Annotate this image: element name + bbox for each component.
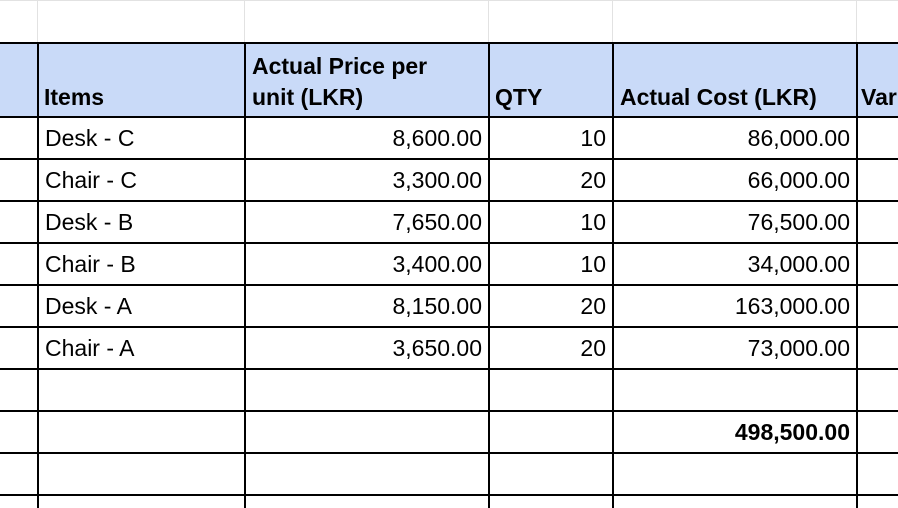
border-line — [37, 42, 39, 508]
border-line — [0, 42, 898, 44]
grid-line — [0, 0, 898, 1]
cell-cost[interactable]: 163,000.00 — [734, 293, 850, 319]
cell-item[interactable]: Desk - C — [45, 125, 135, 151]
border-line — [0, 368, 898, 370]
cell-cost[interactable]: 73,000.00 — [747, 335, 850, 361]
border-line — [0, 494, 898, 496]
border-line — [0, 410, 898, 412]
cell-price[interactable]: 8,600.00 — [392, 125, 482, 151]
cell-item[interactable]: Desk - B — [45, 209, 134, 235]
border-line — [0, 200, 898, 202]
header-qty[interactable]: QTY — [495, 84, 543, 110]
cell-qty[interactable]: 20 — [580, 167, 606, 193]
cell-item[interactable]: Desk - A — [45, 293, 132, 319]
cell-price[interactable]: 7,650.00 — [392, 209, 482, 235]
header-price-line1[interactable]: Actual Price per — [252, 53, 428, 79]
header-variance-partial[interactable]: Var — [861, 84, 897, 110]
cell-item[interactable]: Chair - A — [45, 335, 135, 361]
border-line — [0, 326, 898, 328]
header-items[interactable]: Items — [44, 84, 105, 110]
border-line — [0, 284, 898, 286]
cell-price[interactable]: 8,150.00 — [392, 293, 482, 319]
header-price-line2[interactable]: unit (LKR) — [252, 84, 364, 110]
cell-qty[interactable]: 20 — [580, 335, 606, 361]
border-line — [856, 42, 858, 508]
cell-qty[interactable]: 10 — [580, 209, 606, 235]
cell-qty[interactable]: 10 — [580, 251, 606, 277]
header-actual-cost[interactable]: Actual Cost (LKR) — [620, 84, 817, 110]
cell-item[interactable]: Chair - B — [45, 251, 136, 277]
cell-price[interactable]: 3,650.00 — [392, 335, 482, 361]
cell-cost[interactable]: 66,000.00 — [747, 167, 850, 193]
cell-qty[interactable]: 20 — [580, 293, 606, 319]
cell-price[interactable]: 3,400.00 — [392, 251, 482, 277]
border-line — [0, 158, 898, 160]
border-line — [0, 242, 898, 244]
cell-price[interactable]: 3,300.00 — [392, 167, 482, 193]
cell-total-cost[interactable]: 498,500.00 — [734, 419, 850, 445]
cell-cost[interactable]: 76,500.00 — [747, 209, 850, 235]
border-line — [0, 452, 898, 454]
cell-qty[interactable]: 10 — [580, 125, 606, 151]
cell-cost[interactable]: 34,000.00 — [747, 251, 850, 277]
cell-cost[interactable]: 86,000.00 — [747, 125, 850, 151]
cell-item[interactable]: Chair - C — [45, 167, 138, 193]
border-line — [0, 116, 898, 118]
